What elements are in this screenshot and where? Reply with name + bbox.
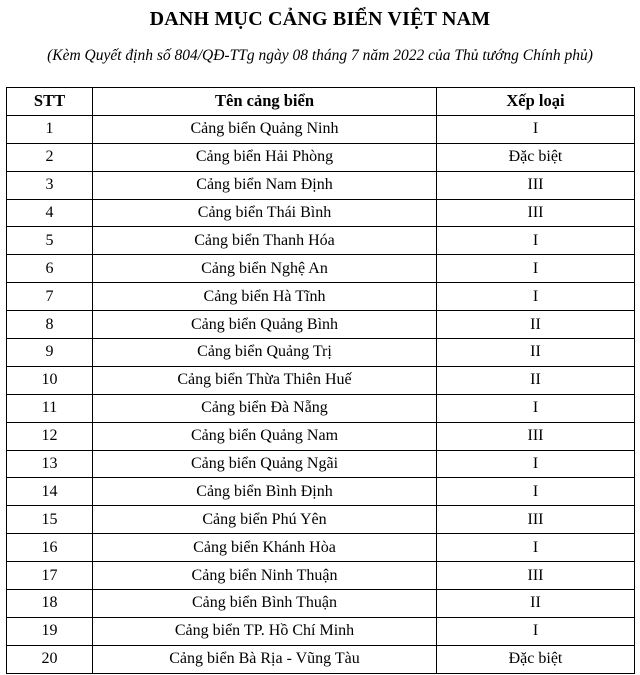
table-row bbox=[7, 506, 635, 534]
header-classification: Xếp loại bbox=[437, 88, 635, 116]
cell-stt: 15 bbox=[7, 506, 93, 534]
cell-classification: II bbox=[437, 366, 635, 394]
table-row bbox=[7, 199, 635, 227]
table-row bbox=[7, 478, 635, 506]
table-row bbox=[7, 283, 635, 311]
cell-stt: 4 bbox=[7, 199, 93, 227]
cell-classification: I bbox=[437, 255, 635, 283]
cell-classification: I bbox=[437, 394, 635, 422]
table-row bbox=[7, 339, 635, 367]
cell-port-name: Cảng biển Bà Rịa - Vũng Tàu bbox=[93, 645, 437, 673]
table-row bbox=[7, 255, 635, 283]
table-row bbox=[7, 366, 635, 394]
cell-stt: 18 bbox=[7, 590, 93, 618]
cell-port-name: Cảng biển Quảng Bình bbox=[93, 311, 437, 339]
cell-stt: 1 bbox=[7, 115, 93, 143]
cell-stt: 20 bbox=[7, 645, 93, 673]
cell-stt: 11 bbox=[7, 394, 93, 422]
table-header-row bbox=[7, 88, 635, 116]
cell-port-name: Cảng biển Hải Phòng bbox=[93, 143, 437, 171]
cell-port-name: Cảng biển Bình Thuận bbox=[93, 590, 437, 618]
cell-port-name: Cảng biển Phú Yên bbox=[93, 506, 437, 534]
cell-classification: II bbox=[437, 339, 635, 367]
cell-stt: 19 bbox=[7, 617, 93, 645]
cell-port-name: Cảng biển Ninh Thuận bbox=[93, 562, 437, 590]
document-subtitle: (Kèm Quyết định số 804/QĐ-TTg ngày 08 tháng 7 năm 2022 của Thủ tướng Chính phủ) bbox=[47, 47, 593, 64]
cell-classification: Đặc biệt bbox=[437, 143, 635, 171]
cell-stt: 2 bbox=[7, 143, 93, 171]
cell-classification: I bbox=[437, 283, 635, 311]
table-row bbox=[7, 450, 635, 478]
cell-stt: 12 bbox=[7, 422, 93, 450]
cell-stt: 14 bbox=[7, 478, 93, 506]
cell-classification: III bbox=[437, 199, 635, 227]
cell-port-name: Cảng biển Khánh Hòa bbox=[93, 534, 437, 562]
table-row bbox=[7, 171, 635, 199]
cell-stt: 10 bbox=[7, 366, 93, 394]
table-row bbox=[7, 143, 635, 171]
document-title: DANH MỤC CẢNG BIỂN VIỆT NAM bbox=[149, 8, 491, 30]
table-row bbox=[7, 422, 635, 450]
cell-classification: III bbox=[437, 422, 635, 450]
cell-port-name: Cảng biển Thái Bình bbox=[93, 199, 437, 227]
cell-port-name: Cảng biển Thanh Hóa bbox=[93, 227, 437, 255]
table-row bbox=[7, 311, 635, 339]
cell-port-name: Cảng biển Quảng Ninh bbox=[93, 115, 437, 143]
cell-stt: 6 bbox=[7, 255, 93, 283]
cell-classification: II bbox=[437, 590, 635, 618]
cell-stt: 8 bbox=[7, 311, 93, 339]
cell-port-name: Cảng biển TP. Hồ Chí Minh bbox=[93, 617, 437, 645]
cell-classification: III bbox=[437, 562, 635, 590]
table-row bbox=[7, 115, 635, 143]
cell-port-name: Cảng biển Nghệ An bbox=[93, 255, 437, 283]
table-row bbox=[7, 617, 635, 645]
table-row bbox=[7, 562, 635, 590]
cell-port-name: Cảng biển Đà Nẵng bbox=[93, 394, 437, 422]
table-row bbox=[7, 394, 635, 422]
cell-classification: I bbox=[437, 478, 635, 506]
table-row bbox=[7, 645, 635, 673]
cell-port-name: Cảng biển Thừa Thiên Huế bbox=[93, 366, 437, 394]
cell-classification: I bbox=[437, 450, 635, 478]
cell-port-name: Cảng biển Quảng Ngãi bbox=[93, 450, 437, 478]
cell-port-name: Cảng biển Bình Định bbox=[93, 478, 437, 506]
cell-stt: 13 bbox=[7, 450, 93, 478]
header-port-name: Tên cảng biển bbox=[93, 88, 437, 116]
table-row bbox=[7, 227, 635, 255]
cell-stt: 3 bbox=[7, 171, 93, 199]
cell-classification: I bbox=[437, 115, 635, 143]
cell-classification: I bbox=[437, 534, 635, 562]
cell-stt: 16 bbox=[7, 534, 93, 562]
cell-stt: 7 bbox=[7, 283, 93, 311]
header-stt: STT bbox=[7, 88, 93, 116]
cell-classification: Đặc biệt bbox=[437, 645, 635, 673]
table-row bbox=[7, 534, 635, 562]
port-table bbox=[6, 87, 635, 674]
table-row bbox=[7, 590, 635, 618]
cell-classification: III bbox=[437, 506, 635, 534]
cell-stt: 9 bbox=[7, 339, 93, 367]
cell-classification: I bbox=[437, 617, 635, 645]
cell-stt: 5 bbox=[7, 227, 93, 255]
cell-stt: 17 bbox=[7, 562, 93, 590]
cell-port-name: Cảng biển Quảng Trị bbox=[93, 339, 437, 367]
cell-port-name: Cảng biển Nam Định bbox=[93, 171, 437, 199]
cell-classification: III bbox=[437, 171, 635, 199]
cell-classification: II bbox=[437, 311, 635, 339]
cell-port-name: Cảng biển Quảng Nam bbox=[93, 422, 437, 450]
cell-port-name: Cảng biển Hà Tĩnh bbox=[93, 283, 437, 311]
table-body bbox=[7, 115, 635, 673]
cell-classification: I bbox=[437, 227, 635, 255]
